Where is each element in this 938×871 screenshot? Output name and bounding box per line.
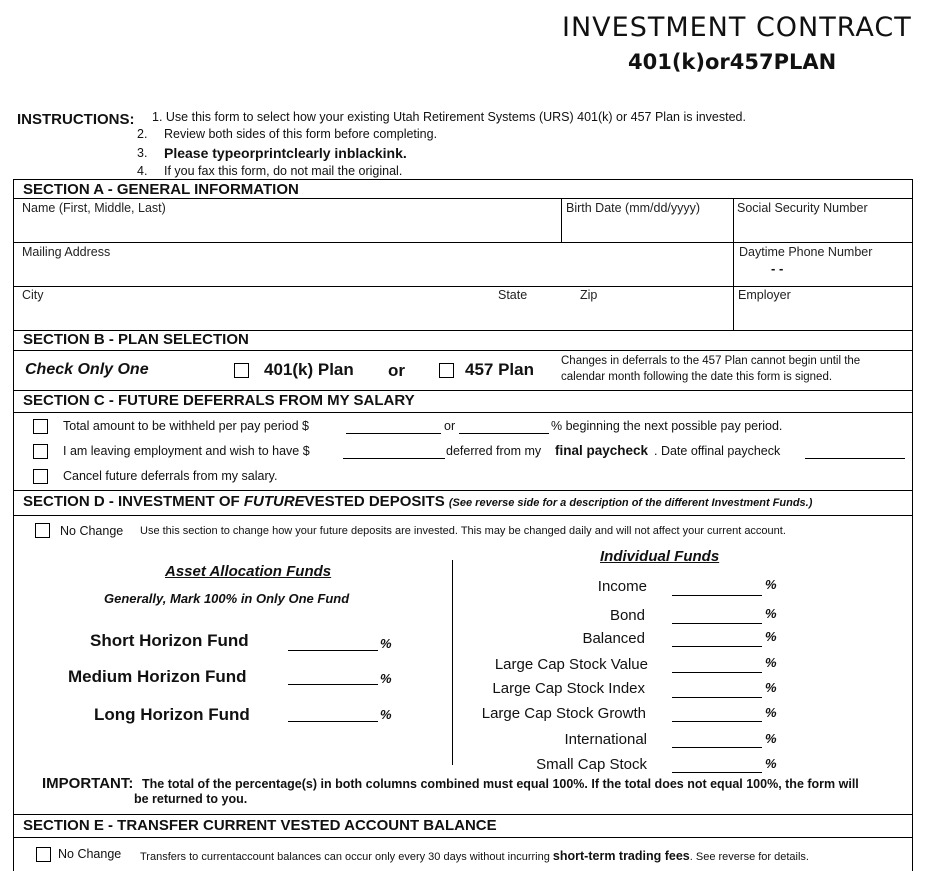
divider bbox=[13, 179, 913, 180]
large-cap-value-fund-input[interactable] bbox=[672, 672, 762, 673]
instruction-2: Review both sides of this form before completing. bbox=[164, 127, 438, 141]
employer-label: Employer bbox=[738, 288, 791, 302]
deferral-note-line-2: calendar month following the date this form is signed. bbox=[561, 371, 833, 383]
divider bbox=[13, 515, 913, 516]
percent-sign: % bbox=[765, 756, 777, 771]
leaving-employment-label: I am leaving employment and wish to have $ bbox=[63, 444, 310, 458]
section-c-heading: SECTION C - FUTURE DEFERRALS FROM MY SALARY bbox=[23, 392, 415, 409]
percent-sign: % bbox=[765, 577, 777, 592]
section-d-heading: SECTION D - INVESTMENT OF FUTUREVESTED DEPOSITS (See reverse side for a description of the different Investment Funds.) bbox=[23, 493, 813, 510]
long-horizon-fund-input[interactable] bbox=[288, 721, 378, 722]
leaving-employment-checkbox[interactable] bbox=[33, 444, 48, 459]
mailing-address-field[interactable] bbox=[20, 262, 728, 284]
final-paycheck-text: final paycheck bbox=[555, 443, 649, 458]
city-label: City bbox=[22, 288, 44, 302]
instruction-3-number: 3. bbox=[137, 146, 148, 160]
section-e-note: Transfers to currentaccount balances can occur only every 30 days without incurring short-term trading fees. See reverse for details. bbox=[140, 849, 809, 863]
withhold-percent-label: % beginning the next possible pay period. bbox=[551, 419, 783, 433]
balanced-fund-label: Balanced bbox=[582, 630, 645, 647]
divider bbox=[561, 198, 562, 242]
small-cap-fund-input[interactable] bbox=[672, 772, 762, 773]
instruction-2-number: 2. bbox=[137, 127, 148, 141]
percent-sign: % bbox=[765, 629, 777, 644]
section-d-note: Use this section to change how your future deposits are invested. This may be changed daily and will not affect your current account. bbox=[140, 525, 786, 537]
percent-sign: % bbox=[765, 606, 777, 621]
column-divider bbox=[452, 560, 453, 765]
instructions-label: INSTRUCTIONS: bbox=[17, 111, 135, 128]
check-only-one-label: Check Only One bbox=[25, 361, 149, 378]
divider bbox=[13, 286, 913, 287]
employer-field[interactable] bbox=[737, 305, 907, 327]
mailing-address-label: Mailing Address bbox=[22, 245, 111, 259]
name-field[interactable] bbox=[20, 218, 558, 240]
percent-sign: % bbox=[765, 655, 777, 670]
birth-date-label: Birth Date (mm/dd/yyyy) bbox=[566, 201, 701, 215]
cancel-deferrals-label: Cancel future deferrals from my salary. bbox=[63, 469, 278, 483]
percent-sign: % bbox=[765, 705, 777, 720]
medium-horizon-fund-input[interactable] bbox=[288, 684, 378, 685]
important-text-2: be returned to you. bbox=[134, 792, 248, 806]
withhold-percent-field[interactable] bbox=[459, 433, 549, 434]
deferral-note-line-1: Changes in deferrals to the 457 Plan cannot begin until the bbox=[561, 355, 861, 367]
bond-fund-label: Bond bbox=[609, 607, 645, 624]
plan-401k-checkbox[interactable] bbox=[234, 363, 249, 378]
cancel-deferrals-checkbox[interactable] bbox=[33, 469, 48, 484]
plan-401k-label: 401(k) Plan bbox=[264, 360, 354, 379]
large-cap-growth-fund-label: Large Cap Stock Growth bbox=[481, 705, 646, 722]
section-e-no-change-label: No Change bbox=[58, 847, 122, 861]
city-state-zip-field[interactable] bbox=[20, 305, 728, 327]
phone-field[interactable]: - - bbox=[771, 261, 784, 276]
plan-457-label: 457 Plan bbox=[465, 360, 534, 379]
final-deferral-amount-field[interactable] bbox=[343, 458, 445, 459]
percent-sign: % bbox=[380, 707, 392, 722]
percent-sign: % bbox=[765, 680, 777, 695]
short-horizon-fund-label: Short Horizon Fund bbox=[90, 631, 249, 650]
section-d-no-change-label: No Change bbox=[60, 524, 124, 538]
section-e-no-change-checkbox[interactable] bbox=[36, 847, 51, 862]
large-cap-growth-fund-input[interactable] bbox=[672, 721, 762, 722]
small-cap-fund-label: Small Cap Stock bbox=[536, 756, 647, 773]
instruction-1: 1. Use this form to select how your existing Utah Retirement Systems (URS) 401(k) or 457 Plan is invested. bbox=[152, 110, 746, 124]
important-label: IMPORTANT: bbox=[42, 775, 134, 792]
withhold-amount-field[interactable] bbox=[346, 433, 441, 434]
divider bbox=[13, 350, 913, 351]
income-fund-label: Income bbox=[597, 578, 647, 595]
income-fund-input[interactable] bbox=[672, 595, 762, 596]
section-b-heading: SECTION B - PLAN SELECTION bbox=[23, 331, 249, 348]
divider bbox=[13, 490, 913, 491]
asset-allocation-note: Generally, Mark 100% in Only One Fund bbox=[104, 591, 350, 606]
section-e-heading: SECTION E - TRANSFER CURRENT VESTED ACCOUNT BALANCE bbox=[23, 817, 497, 834]
divider bbox=[13, 242, 913, 243]
divider bbox=[13, 814, 913, 815]
percent-sign: % bbox=[380, 636, 392, 651]
or-label: or bbox=[388, 361, 405, 380]
state-label: State bbox=[498, 288, 528, 302]
or-text: or bbox=[444, 419, 456, 433]
withhold-amount-label: Total amount to be withheld per pay period $ bbox=[63, 419, 309, 433]
section-d-no-change-checkbox[interactable] bbox=[35, 523, 50, 538]
plan-457-checkbox[interactable] bbox=[439, 363, 454, 378]
form-title: INVESTMENT CONTRACT bbox=[562, 12, 912, 43]
international-fund-input[interactable] bbox=[672, 747, 762, 748]
name-label: Name (First, Middle, Last) bbox=[22, 201, 166, 215]
percent-sign: % bbox=[380, 671, 392, 686]
short-horizon-fund-input[interactable] bbox=[288, 650, 378, 651]
balanced-fund-input[interactable] bbox=[672, 646, 762, 647]
bond-fund-input[interactable] bbox=[672, 623, 762, 624]
important-text: The total of the percentage(s) in both columns combined must equal 100%. If the total does not equal 100%, the form will bbox=[142, 777, 859, 791]
divider bbox=[13, 390, 913, 391]
instruction-4: If you fax this form, do not mail the original. bbox=[164, 164, 403, 178]
percent-sign: % bbox=[765, 731, 777, 746]
zip-label: Zip bbox=[580, 288, 598, 302]
divider bbox=[733, 198, 734, 330]
large-cap-index-fund-input[interactable] bbox=[672, 697, 762, 698]
divider bbox=[13, 198, 913, 199]
form-right-border bbox=[912, 179, 913, 871]
form-left-border bbox=[13, 179, 14, 871]
international-fund-label: International bbox=[564, 731, 647, 748]
divider bbox=[13, 412, 913, 413]
large-cap-value-fund-label: Large Cap Stock Value bbox=[494, 656, 648, 673]
final-paycheck-date-field[interactable] bbox=[805, 458, 905, 459]
asset-allocation-title: Asset Allocation Funds bbox=[165, 563, 332, 580]
form-subtitle: 401(k)or457PLAN bbox=[628, 50, 837, 74]
phone-label: Daytime Phone Number bbox=[739, 245, 873, 259]
ssn-field[interactable] bbox=[737, 218, 907, 240]
divider bbox=[13, 837, 913, 838]
individual-funds-title: Individual Funds bbox=[600, 548, 720, 565]
deferred-from-text: deferred from my bbox=[446, 444, 542, 458]
instruction-4-number: 4. bbox=[137, 164, 148, 178]
section-a-heading: SECTION A - GENERAL INFORMATION bbox=[23, 181, 299, 198]
withhold-amount-checkbox[interactable] bbox=[33, 419, 48, 434]
long-horizon-fund-label: Long Horizon Fund bbox=[94, 705, 250, 724]
birth-date-field[interactable] bbox=[566, 218, 731, 240]
large-cap-index-fund-label: Large Cap Stock Index bbox=[492, 680, 645, 697]
instruction-3: Please typeorprintclearly inblackink. bbox=[164, 145, 407, 161]
ssn-label: Social Security Number bbox=[737, 201, 868, 215]
medium-horizon-fund-label: Medium Horizon Fund bbox=[68, 667, 247, 686]
final-paycheck-date-label: . Date offinal paycheck bbox=[654, 444, 781, 458]
